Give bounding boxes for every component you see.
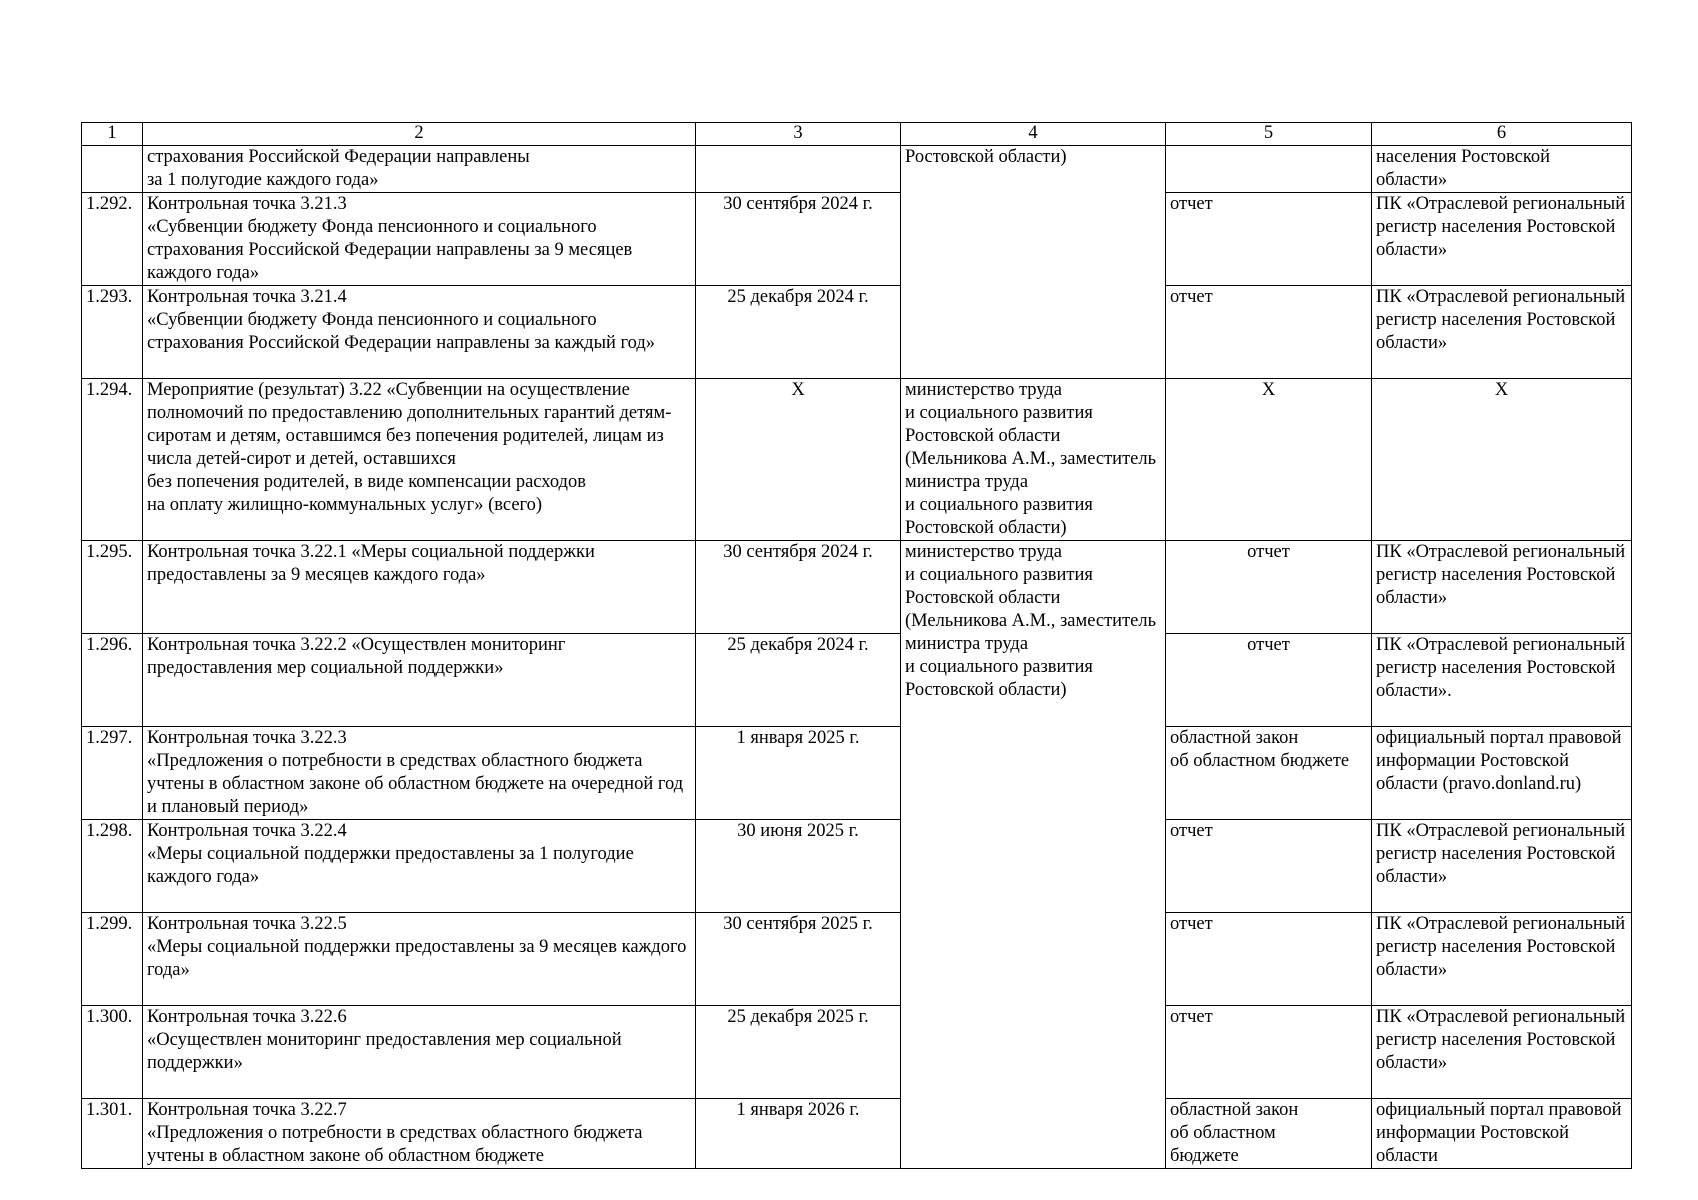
row-date: 30 сентября 2025 г. [696, 913, 901, 1006]
row-date: 25 декабря 2024 г. [696, 286, 901, 379]
row-source: ПК «Отраслевой региональный регистр населения Ростовской области». [1372, 634, 1632, 727]
row-description: Контрольная точка 3.22.6 «Осуществлен мониторинг предоставления мер социальной поддержки» [143, 1006, 696, 1099]
row-description: Контрольная точка 3.22.1 «Меры социальной поддержки предоставлены за 9 месяцев каждого года» [143, 541, 696, 634]
row-description: Контрольная точка 3.21.3 «Субвенции бюджету Фонда пенсионного и социального страхования Российской Федерации направлены за 9 месяцев каждого года» [143, 193, 696, 286]
row-description: Контрольная точка 3.21.4 «Субвенции бюджету Фонда пенсионного и социального страхования Российской Федерации направлены за каждый год» [143, 286, 696, 379]
row-responsible: Ростовской области) [901, 146, 1166, 379]
row-description: Мероприятие (результат) 3.22 «Субвенции на осуществление полномочий по предоставлению дополнительных гарантий детям-сиротам и детям, оставшимся без попечения родителей, лицам из числа детей-сирот и детей, оставшихся без попечения родителей, в виде компенсации расходов на оплату жилищно-коммунальных услуг» (всего) [143, 379, 696, 541]
row-date: 30 сентября 2024 г. [696, 541, 901, 634]
row-document: областной закон об областном бюджете [1166, 727, 1372, 820]
row-date: 30 сентября 2024 г. [696, 193, 901, 286]
row-number: 1.299. [82, 913, 143, 1006]
row-number: 1.301. [82, 1099, 143, 1169]
header-col-4: 4 [901, 123, 1166, 146]
row-document [1166, 146, 1372, 193]
table-row [82, 379, 1632, 541]
header-col-2: 2 [143, 123, 696, 146]
row-date: 1 января 2026 г. [696, 1099, 901, 1169]
plan-table [81, 122, 1632, 1169]
header-col-1: 1 [82, 123, 143, 146]
row-source: ПК «Отраслевой региональный регистр населения Ростовской области» [1372, 541, 1632, 634]
row-description: Контрольная точка 3.22.3 «Предложения о потребности в средствах областного бюджета учтены в областном законе об областном бюджете на очередной год и плановый период» [143, 727, 696, 820]
row-description: страхования Российской Федерации направлены за 1 полугодие каждого года» [143, 146, 696, 193]
table-row [82, 820, 1632, 913]
row-document: отчет [1166, 286, 1372, 379]
row-number: 1.300. [82, 1006, 143, 1099]
row-source: ПК «Отраслевой региональный регистр населения Ростовской области» [1372, 1006, 1632, 1099]
row-document: областной закон об областном бюджете [1166, 1099, 1372, 1169]
row-description: Контрольная точка 3.22.5 «Меры социальной поддержки предоставлены за 9 месяцев каждого года» [143, 913, 696, 1006]
row-description: Контрольная точка 3.22.7 «Предложения о потребности в средствах областного бюджета учтены в областном законе об областном бюджете [143, 1099, 696, 1169]
row-date: 25 декабря 2025 г. [696, 1006, 901, 1099]
row-document: отчет [1166, 1006, 1372, 1099]
row-source: ПК «Отраслевой региональный регистр населения Ростовской области» [1372, 820, 1632, 913]
header-col-6: 6 [1372, 123, 1632, 146]
row-source: ПК «Отраслевой региональный регистр населения Ростовской области» [1372, 286, 1632, 379]
row-responsible: министерство труда и социального развития Ростовской области (Мельникова А.М., заместитель министра труда и социального развития Ростовской области) [901, 541, 1166, 1169]
header-col-3: 3 [696, 123, 901, 146]
row-description: Контрольная точка 3.22.4 «Меры социальной поддержки предоставлены за 1 полугодие каждого года» [143, 820, 696, 913]
row-document: отчет [1166, 634, 1372, 727]
row-date: Х [696, 379, 901, 541]
row-source: ПК «Отраслевой региональный регистр населения Ростовской области» [1372, 193, 1632, 286]
row-description: Контрольная точка 3.22.2 «Осуществлен мониторинг предоставления мер социальной поддержки» [143, 634, 696, 727]
row-source: официальный портал правовой информации Ростовской области [1372, 1099, 1632, 1169]
row-number [82, 146, 143, 193]
table-row [82, 1099, 1632, 1169]
row-date [696, 146, 901, 193]
header-col-5: 5 [1166, 123, 1372, 146]
row-source: населения Ростовской области» [1372, 146, 1632, 193]
row-number: 1.293. [82, 286, 143, 379]
table-row [82, 913, 1632, 1006]
row-document: отчет [1166, 193, 1372, 286]
table-row [82, 727, 1632, 820]
table-row [82, 1006, 1632, 1099]
row-number: 1.297. [82, 727, 143, 820]
column-number-header [82, 123, 1632, 146]
row-document: отчет [1166, 541, 1372, 634]
row-document: отчет [1166, 820, 1372, 913]
row-document: Х [1166, 379, 1372, 541]
table-row [82, 541, 1632, 634]
row-date: 1 января 2025 г. [696, 727, 901, 820]
row-number: 1.294. [82, 379, 143, 541]
row-number: 1.298. [82, 820, 143, 913]
row-number: 1.296. [82, 634, 143, 727]
row-number: 1.295. [82, 541, 143, 634]
row-date: 30 июня 2025 г. [696, 820, 901, 913]
row-number: 1.292. [82, 193, 143, 286]
table-row [82, 193, 1632, 286]
row-responsible: министерство труда и социального развития Ростовской области (Мельникова А.М., заместитель министра труда и социального развития Ростовской области) [901, 379, 1166, 541]
row-source: официальный портал правовой информации Ростовской области (pravo.donland.ru) [1372, 727, 1632, 820]
row-document: отчет [1166, 913, 1372, 1006]
table-row [82, 146, 1632, 193]
row-source: ПК «Отраслевой региональный регистр населения Ростовской области» [1372, 913, 1632, 1006]
row-date: 25 декабря 2024 г. [696, 634, 901, 727]
table-row [82, 634, 1632, 727]
table-row [82, 286, 1632, 379]
row-source: Х [1372, 379, 1632, 541]
